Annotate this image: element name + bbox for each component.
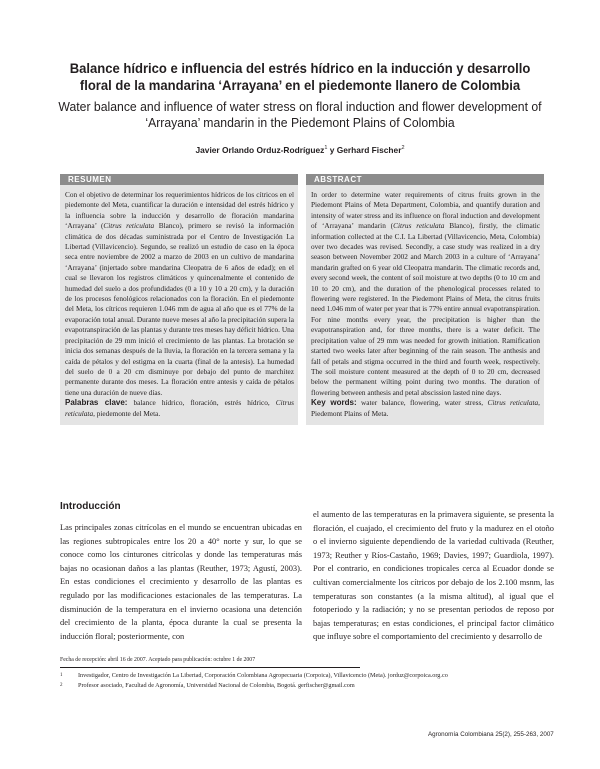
author-2-affiliation: 2 xyxy=(401,145,405,152)
intro-left-column xyxy=(60,521,302,643)
article-title-es: Balance hídrico e influencia del estrés hídrico en la inducción y desarrollo floral de la mandarina ‘Arrayana’ en el piedemonte llanero de Colombia xyxy=(69,61,531,94)
abstract-text xyxy=(311,190,540,398)
resumen-species: Citrus reticulata xyxy=(103,221,155,231)
resumen-box xyxy=(60,174,298,425)
footnote-2 xyxy=(60,682,560,690)
abstract-keywords-species: Citrus reticulata xyxy=(487,398,539,408)
resumen-keywords xyxy=(65,398,294,419)
author-1: Javier Orlando Orduz-Rodríguez xyxy=(195,145,325,155)
abstract-keywords-text: water balance, flowering, water stress, xyxy=(356,398,488,408)
author-1-affiliation: 1 xyxy=(324,145,328,152)
resumen-text xyxy=(65,190,294,398)
authors-line xyxy=(0,145,600,155)
abstract-keywords-label: Key words: xyxy=(311,398,357,408)
abstract-body xyxy=(306,185,544,425)
abstract-box xyxy=(306,174,544,425)
resumen-keywords-text: balance hídrico, floración, estrés hídrico, xyxy=(127,398,276,408)
footnote-divider xyxy=(60,667,360,668)
resumen-keywords-species: Citrus reticulata xyxy=(65,398,294,418)
intro-left-text: Las principales zonas citrícolas en el mundo se encuentran ubicadas en las regiones subtropicales entre los 20 a 40° norte y sur, lo que se conoce como los cinturones citrícolas y donde las temperaturas más bajas no ocasionan daños a las plantas (Reuther, 1973; Agustí, 2003). En estas condiciones el crecimiento y desarrollo de las plantas es regulado por las modificaciones estacionales de las temperaturas. La disminución de la temperatura en el invierno ocasiona una detención del crecimiento de la planta, época durante la cual se presenta la inducción floral; posteriormente, con xyxy=(60,523,302,641)
resumen-text-part: Con el objetivo de determinar los requerimientos hídricos de los cítricos en el piedemonte del Meta, cuantificar la duración e intensidad del estrés hídrico y la influencia sobre la inducción y desarrollo de floración mandarina ‘Arrayana’ ( xyxy=(65,190,294,231)
resumen-body xyxy=(60,185,298,425)
journal-citation: Agronomía Colombiana 25(2), 255-263, 2007 xyxy=(428,731,554,738)
abstract-species: Citrus reticulata xyxy=(393,221,445,231)
abstract-keywords-end: , Piedemont Plains of Meta. xyxy=(311,398,540,418)
resumen-heading: RESUMEN xyxy=(60,174,298,185)
resumen-keywords-end: , piedemonte del Meta. xyxy=(93,408,161,418)
abstract-keywords xyxy=(311,398,540,419)
article-title-en: Water balance and influence of water stress on floral induction and flower development of ‘Arrayana’ mandarin in the Piedemont Plains of Colombia xyxy=(58,99,542,130)
footnote-1-number: 1 xyxy=(60,673,63,678)
abstract-text-part: Blanco), firstly, the climatic information collected at the C.I. La Libertad (Villavicencio, Meta, Colombia) over two decades was revised. Secondly, a case study was realized in a dry season between November 2002 and March 2003 in a culture of ‘Arrayana’ mandarin grafted on 6 year old Cleopatra mandarin. The climatic records and, every second week, the content of soil moisture at two depths (0 to 10 cm and 10 to 20 cm), and the duration of the phenological processes related to flowering were registered. In the Piedemont Plains of Meta, the citrus fruits need 1.046 mm of water per year that is 77% entire annual evapotranspiration. For nine months every year, the precipitation is higher than the evapotranspiration and, for three months, there is a water deficit. The precipitation value of 29 mm was needed for growth initiation. Ramification started two weeks later after beginning of the rain season. The anthesis and fall of petals and stigma occurred in the third and fourth week, respectively. The soil moisture content measured at the depth of 0 to 20 cm, decreased below the permanent wilting point during two months. The duration of flowering between anthesis and petal abscission lasted nine days. xyxy=(311,221,541,397)
footnote-1-text: Investigador, Centro de Investigación La Libertad, Corporación Colombiana Agropecuaria (Corpoica), Villavicencio (Meta). jorduz@corpoica.org.co xyxy=(78,672,448,679)
abstract-text-part: In order to determine water requirements of citrus fruits grown in the Piedemont Plains of Meta Department, Colombia, and quantify duration and intensity of water stress and its influence on floral induction and development of ‘Arrayana’ mandarin ( xyxy=(311,190,540,231)
resumen-keywords-label: Palabras clave: xyxy=(65,398,128,408)
intro-heading: Introducción xyxy=(60,501,121,512)
received-dates: Fecha de recepción: abril 16 de 2007. Aceptado para publicación: octubre 1 de 2007 xyxy=(60,657,256,663)
author-2: Gerhard Fischer xyxy=(336,145,402,155)
footnote-2-text: Profesor asociado, Facultad de Agronomía, Universidad Nacional de Colombia, Bogotá. gerfischer@gmail.com xyxy=(78,682,355,689)
intro-right-text: el aumento de las temperaturas en la primavera siguiente, se presenta la floración, el cuajado, el crecimiento del fruto y la madurez en el otoño o el invierno siguiente dependiendo de la variedad cultivada (Reuther, 1973; Reuther y Ríos-Castaño, 1969; Davies, 1997; Guardiola, 1997). Por el contrario, en condiciones tropicales cerca al Ecuador donde se cultivan comercialmente los cítricos por debajo de los 2.100 msnm, las temperaturas son constantes (a la misma altitud), al igual que el fotoperiodo y la radiación; y no se presentan periodos de reposo por bajas temperaturas; en estas condiciones, el principal factor climático que influye sobre el comportamiento del crecimiento y desarrollo de xyxy=(313,510,554,642)
footnote-1 xyxy=(60,672,560,680)
resumen-text-part: Blanco), primero se revisó la información climática de dos décadas suministrada por el Centro de Investigación La Libertad (Villavicencio). Segundo, se realizó un estudio de caso en la época seca entre noviembre de 2002 a marzo de 2003 en un cultivo de mandarina ‘Arrayana’ (injertado sobre mandarina Cleopatra de 6 años de edad); en el cual se llevaron los registros climáticos y quincenalmente el contenido de humedad del suelo a dos profundidades (0 a 10 y 10 a 20 cm), y la duración de los procesos fenológicos relacionados con la floración. En el piedemonte del Meta, los cítricos requieren 1.046 mm de agua al año que es el 77% de la evaporación total anual. Durante nueve meses al año la precipitación supera la evapotranspiración de las plantas y durante tres meses hay déficit hídrico. Una precipitación de 29 mm inició el crecimiento de las plantas. La brotación se inicia dos semanas después de la lluvia, la floración en la tercera semana y la caída de pétalos y del estigma en la cuarta (final de la antesis). La humedad del suelo de 0 a 20 cm disminuye por debajo del punto de marchitez permanente durante dos meses. La floración entre antesis y caída de pétalos tiene una duración de nueve días. xyxy=(65,221,294,397)
abstract-heading: ABSTRACT xyxy=(306,174,544,185)
intro-right-column xyxy=(313,508,554,644)
author-separator: y xyxy=(327,145,337,155)
footnote-2-number: 2 xyxy=(60,683,63,688)
